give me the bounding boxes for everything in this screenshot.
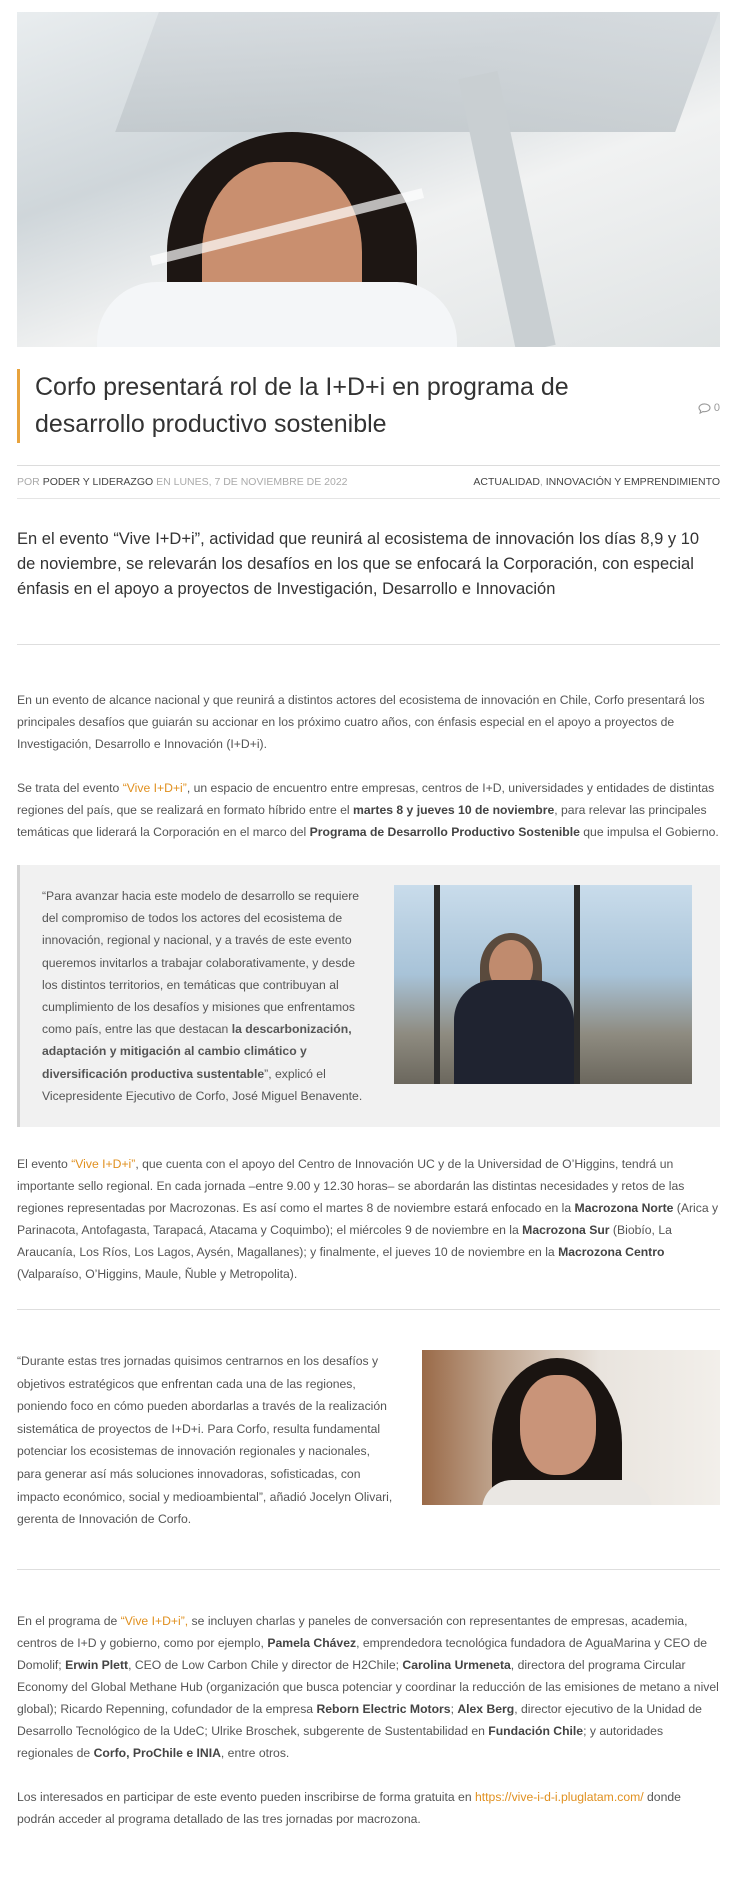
comments-link[interactable] (698, 369, 720, 443)
title-row (17, 369, 720, 443)
bold-text: Fundación Chile (488, 1723, 584, 1738)
bold-text: Carolina Urmeneta (402, 1657, 511, 1672)
bold-text: Macrozona Centro (558, 1245, 665, 1260)
text: , director ejecutivo de la Unidad de Desarrollo Tecnológico de la UdeC; Ulrike Broschek, subgerente de Sustentabilidad en (17, 1701, 702, 1738)
meta-left (17, 476, 348, 488)
bold-text: Macrozona Norte (574, 1201, 674, 1216)
bold-text: Programa de Desarrollo Productivo Sostenible (309, 825, 580, 839)
divider (17, 1309, 720, 1310)
text: (Biobío, La Araucanía, Los Ríos, Los Lagos, Aysén, Magallanes); y finalmente, el jueves 10 de noviembre en la (17, 1223, 672, 1260)
paragraph-2 (17, 777, 720, 843)
hero-shape (97, 282, 457, 347)
article-meta (17, 465, 720, 499)
comment-icon (698, 403, 711, 414)
bold-text: martes 8 y jueves 10 de noviembre (353, 803, 555, 817)
text: Los interesados en participar de este evento pueden inscribirse de forma gratuita en (17, 1789, 475, 1804)
bold-text: Macrozona Sur (522, 1223, 610, 1238)
photo-shape (520, 1375, 596, 1475)
comments-count: 0 (713, 402, 720, 414)
article-lead: En el evento “Vive I+D+i”, actividad que reunirá al ecosistema de innovación los días 8,9 y 10 de noviembre, se relevarán los desafíos en los que se enfocará la Corporación, con especial énfasis en el apoyo a proyectos de Investigación, Desarrollo e Innovación (17, 530, 700, 598)
text: El evento (17, 1157, 72, 1172)
event-name: “Vive I+D+i” (122, 781, 187, 795)
bold-text: Erwin Plett (65, 1657, 129, 1672)
paragraph-1: En un evento de alcance nacional y que reunirá a distintos actores del ecosistema de innovación en Chile, Corfo presentará los principales desafíos que guiarán su accionar en los próximo cuatro años, con énfasis especial en el apoyo a proyectos de Investigación, Desarrollo e Innovación (I+D+i). (17, 693, 705, 751)
photo-shape (454, 980, 574, 1084)
hero-image (17, 12, 720, 347)
window-frame (574, 885, 580, 1084)
registration-link[interactable]: https://vive-i-d-i.pluglatam.com/ (474, 1789, 644, 1804)
photo-benavente (394, 885, 692, 1084)
article-title: Corfo presentará rol de la I+D+i en programa de desarrollo productivo sostenible (17, 369, 637, 443)
text: Se trata del evento (17, 781, 123, 795)
text: , emprendedora tecnológica fundadora de AguaMarina y CEO de Domolif; (17, 1635, 708, 1672)
category-link-innovacion[interactable]: INNOVACIÓN Y EMPRENDIMIENTO (545, 476, 720, 488)
divider (17, 1569, 720, 1570)
paragraph-3 (17, 1153, 720, 1285)
author-link[interactable]: PODER Y LIDERAZGO (42, 476, 154, 488)
hero-shape (115, 12, 719, 132)
window-frame (434, 885, 440, 1084)
text: , para relevar las principales temáticas que liderará la Corporación en el marco del (17, 803, 707, 839)
quote-text (42, 885, 372, 1107)
text: (Valparaíso, O’Higgins, Maule, Ñuble y Metropolita). (17, 1267, 298, 1282)
text: (Arica y Parinacota, Antofagasta, Tarapacá, Atacama y Coquimbo); el miércoles 9 de noviembre en la (17, 1201, 719, 1238)
text: , directora del programa Circular Economy del Global Methane Hub (organización que busca potenciar y coordinar la reducción de las emisiones de metano a nivel global); Ricardo Repenning, cofundador de la empresa (17, 1657, 719, 1716)
category-link-actualidad[interactable]: ACTUALIDAD (473, 476, 540, 488)
text: “Para avanzar hacia este modelo de desarrollo se requiere del compromiso de todos los actores del ecosistema de innovación, regional y nacional, y a través de este evento queremos invitarlos a trabajar colaborativamente, y desde los distintos territorios, en temáticas que contribuyan al cumplimiento de los desafíos y misiones que enfrentamos como país, entre las que destacan (42, 889, 360, 1037)
text: se incluyen charlas y paneles de conversación con representantes de empresas, academia, centros de I+D y gobierno, como por ejemplo, (17, 1613, 688, 1650)
text: donde podrán acceder al programa detallado de las tres jornadas por macrozona. (17, 1789, 681, 1826)
quote-box-benavente (17, 865, 720, 1127)
text: , un espacio de encuentro entre empresas, centros de I+D, universidades y entidades de distintas regiones del país, que se realizará en formato híbrido entre el (17, 781, 715, 817)
text: ; (450, 1701, 458, 1716)
meta-en: EN (156, 476, 171, 488)
photo-olivari (422, 1350, 720, 1505)
text: , que cuenta con el apoyo del Centro de Innovación UC y de la Universidad de O’Higgins, tendrá un importante sello regional. En cada jornada –entre 9.00 y 12.30 horas– se abordarán las distintas necesidades y retos de las regiones representadas por Macrozonas. Es así como el martes 8 de noviembre estará enfocado en la (17, 1157, 685, 1216)
text: En el programa de (17, 1613, 121, 1628)
divider (17, 644, 720, 645)
event-name: “Vive I+D+i”, (120, 1613, 189, 1628)
photo-shape (482, 1480, 652, 1505)
paragraph-4 (17, 1610, 720, 1764)
text: , CEO de Low Carbon Chile y director de H2Chile; (128, 1657, 403, 1672)
paragraph-5 (17, 1786, 720, 1830)
bold-text: Reborn Electric Motors (316, 1701, 451, 1716)
text: , entre otros. (220, 1745, 290, 1760)
text: ”, explicó el Vicepresidente Ejecutivo de Corfo, José Miguel Benavente. (42, 1066, 363, 1103)
category-separator: , (539, 476, 543, 488)
meta-por: POR (17, 476, 40, 488)
meta-categories (473, 476, 720, 488)
bold-text: Alex Berg (457, 1701, 515, 1716)
article-date: LUNES, 7 DE NOVIEMBRE DE 2022 (173, 476, 348, 488)
quote-olivari (17, 1350, 720, 1531)
event-name: “Vive I+D+i” (71, 1157, 136, 1172)
bold-text: Corfo, ProChile e INIA (93, 1745, 221, 1760)
text: ; y autoridades regionales de (17, 1723, 664, 1760)
bold-text: la descarbonización, adaptación y mitigación al cambio climático y diversificación productiva sustentable (42, 1022, 352, 1081)
quote-text: “Durante estas tres jornadas quisimos centrarnos en los desafíos y objetivos estratégicos que enfrentan cada una de las regiones, poniendo foco en cómo pueden abordarlas a través de la realización sistemática de proyectos de I+D+i. Para Corfo, resulta fundamental potenciar los ecosistemas de innovación regionales y nacionales, para generar así más soluciones innovadoras, sofisticadas, con impacto económico, social y medioambiental”, añadió Jocelyn Olivari, gerenta de Innovación de Corfo. (17, 1354, 393, 1527)
bold-text: Pamela Chávez (267, 1635, 357, 1650)
text: que impulsa el Gobierno. (579, 825, 719, 839)
